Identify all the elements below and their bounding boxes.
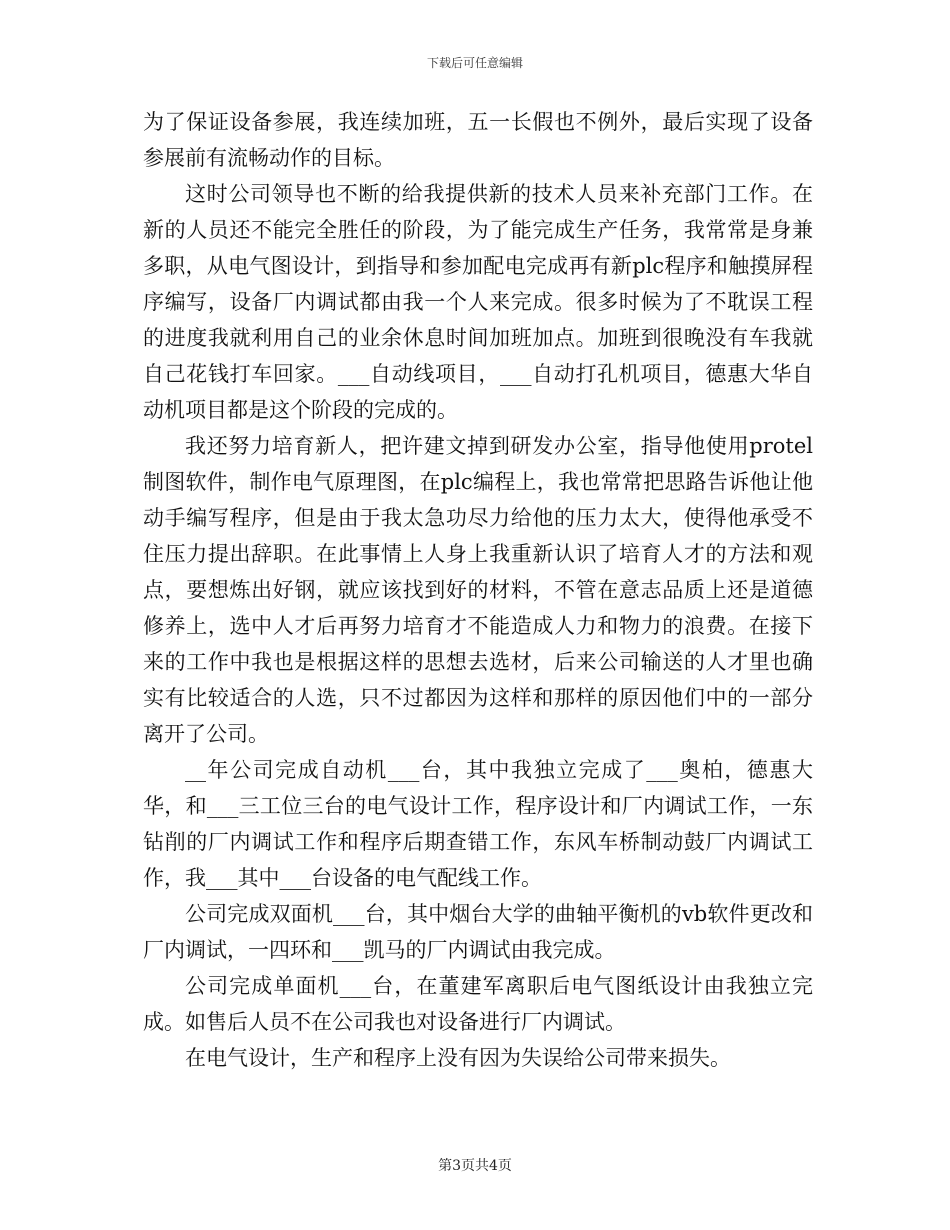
page-number-footer: 第3页共4页 <box>438 1158 512 1174</box>
paragraph: 在电气设计，生产和程序上没有因为失误给公司带来损失。 <box>185 1046 731 1070</box>
paragraph: 我还努力培育新人，把许建文掉到研发办公室，指导他使用protel制图软件，制作电气原理图，在plc编程上，我也常常把思路告诉他让他动手编写程序，但是由于我太急功尽力给他的压力太大，使得他承受不住压力提出辞职。在此事情上人身上我重新认识了培育人才的方法和观点，要想炼出好钢，就应该找到好的材料，不管在意志品质上还是道德修养上，选中人才后再努力培育才不能造成人力和物力的浪费。在接下来的工作中我也是根据这样的思想去选材，后来公司输送的人才里也确实有比较适合的人选，只不过都因为这样和那样的原因他们中的一部分离开了公司。 <box>143 434 813 746</box>
paragraph: 公司完成单面机___台，在董建军离职后电气图纸设计由我独立完成。如售后人员不在公司我也对设备进行厂内调试。 <box>143 974 813 1034</box>
paragraph: 公司完成双面机___台，其中烟台大学的曲轴平衡机的vb软件更改和厂内调试，一四环和___凯马的厂内调试由我完成。 <box>143 902 813 962</box>
paragraph: __年公司完成自动机___台，其中我独立完成了___奥柏，德惠大华，和___三工位三台的电气设计工作，程序设计和厂内调试工作，一东钻削的厂内调试工作和程序后期查错工作，东风车桥制动鼓厂内调试工作，我___其中___台设备的电气配线工作。 <box>143 758 813 890</box>
page-header-note: 下载后可任意编辑 <box>426 56 523 70</box>
paragraph-continued: 为了保证设备参展，我连续加班，五一长假也不例外，最后实现了设备参展前有流畅动作的目标。 <box>143 110 813 170</box>
document-body <box>143 104 813 1076</box>
paragraph: 这时公司领导也不断的给我提供新的技术人员来补充部门工作。在新的人员还不能完全胜任的阶段，为了能完成生产任务，我常常是身兼多职，从电气图设计，到指导和参加配电完成再有新plc程序和触摸屏程序编写，设备厂内调试都由我一个人来完成。很多时候为了不耽误工程的进度我就利用自己的业余休息时间加班加点。加班到很晚没有车我就自己花钱打车回家。___自动线项目，___自动打孔机项目，德惠大华自动机项目都是这个阶段的完成的。 <box>143 182 813 422</box>
